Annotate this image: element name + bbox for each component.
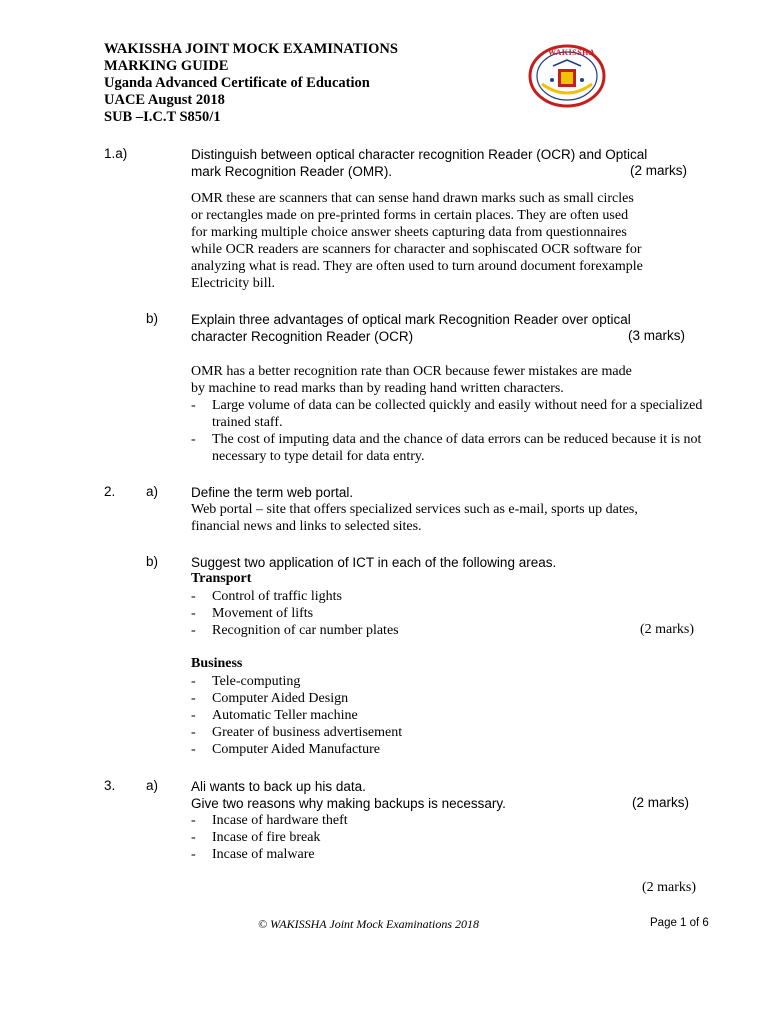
q1b-marks: (3 marks): [628, 328, 685, 343]
q2a-question: Define the term web portal.: [191, 485, 354, 500]
q2a-answer-line: financial news and links to selected sites.: [191, 519, 422, 534]
bullet-text: Computer Aided Manufacture: [212, 742, 380, 757]
bullet-text: Computer Aided Design: [212, 691, 349, 706]
bullet-dash: -: [191, 589, 196, 604]
q3-bullet-item: [191, 846, 706, 863]
bullet-dash: -: [191, 432, 196, 447]
bullet-dash: -: [191, 674, 196, 689]
bullet-dash: -: [191, 623, 196, 638]
q1a-marks: (2 marks): [630, 163, 687, 178]
bullet-text: Large volume of data can be collected quickly and easily without need for a specialized trained staff.: [212, 398, 703, 430]
q1b-bullet-item: [191, 431, 706, 465]
q3a-marks: (2 marks): [632, 795, 689, 810]
business-bullet-item: [191, 690, 706, 707]
business-bullet-item: [191, 673, 706, 690]
bullet-dash: -: [191, 725, 196, 740]
footer-copyright: © WAKISSHA Joint Mock Examinations 2018: [258, 917, 480, 931]
q1b-question-line-2: character Recognition Reader (OCR): [191, 329, 414, 344]
q1a-question-line-2: mark Recognition Reader (OMR).: [191, 164, 393, 179]
q3-bullet-item: [191, 812, 706, 829]
business-heading: Business: [191, 656, 243, 671]
bullet-text: Automatic Teller machine: [212, 708, 358, 723]
q2b-label: b): [146, 554, 159, 569]
q2b-question: Suggest two application of ICT in each of the following areas.: [191, 555, 557, 570]
q1-number: 1.a): [104, 146, 128, 161]
q3-number: 3.: [104, 778, 116, 793]
logo-text: WAKISSHA: [548, 48, 596, 57]
business-bullet-item: [191, 741, 706, 758]
bullet-text: Greater of business advertisement: [212, 725, 403, 740]
q3-bullet-item: [191, 829, 706, 846]
header-line-5: SUB –I.C.T S850/1: [104, 109, 221, 125]
header-line-4: UACE August 2018: [104, 92, 225, 108]
q1a-answer-line: OMR these are scanners that can sense hand drawn marks such as small circles: [191, 191, 634, 206]
q2a-label: a): [146, 484, 159, 499]
q1a-answer-line: or rectangles made on pre-printed forms in certain places. They are often used: [191, 208, 629, 223]
q3-end-marks: (2 marks): [642, 880, 697, 895]
q1b-label: b): [146, 311, 159, 326]
bullet-dash: -: [191, 830, 196, 845]
q1a-answer-line: analyzing what is read. They are often used to turn around document forexample: [191, 259, 643, 274]
wakissha-seal-icon: [528, 44, 606, 108]
transport-heading: Transport: [191, 571, 252, 586]
bullet-text: Control of traffic lights: [212, 589, 342, 604]
q1b-question-line-1: Explain three advantages of optical mark Recognition Reader over optical: [191, 312, 631, 327]
q3a-question-line-1: Ali wants to back up his data.: [191, 779, 366, 794]
q1a-answer-line: Electricity bill.: [191, 276, 275, 291]
bullet-dash: -: [191, 606, 196, 621]
bullet-text: Incase of fire break: [212, 830, 321, 845]
bullet-dash: -: [191, 813, 196, 828]
bullet-dash: -: [191, 742, 196, 757]
q2-number: 2.: [104, 484, 116, 499]
q1a-question-line-1: Distinguish between optical character recognition Reader (OCR) and Optical: [191, 147, 648, 162]
transport-marks: (2 marks): [640, 622, 695, 637]
q2a-answer-line: Web portal – site that offers specialized services such as e-mail, sports up dates,: [191, 502, 638, 517]
header-line-3: Uganda Advanced Certificate of Education: [104, 75, 370, 91]
q3a-question-line-2: Give two reasons why making backups is necessary.: [191, 796, 506, 811]
bullet-text: Incase of hardware theft: [212, 813, 348, 828]
bullet-dash: -: [191, 847, 196, 862]
q1b-answer-line: OMR has a better recognition rate than OCR because fewer mistakes are made: [191, 364, 632, 379]
business-bullet-item: [191, 724, 706, 741]
header-line-2: MARKING GUIDE: [104, 58, 229, 74]
bullet-text: The cost of imputing data and the chance of data errors can be reduced because it is not necessary to type detail for data entry.: [212, 432, 702, 464]
transport-bullet-item: [191, 605, 706, 622]
q1a-answer-line: for marking multiple choice answer sheets capturing data from questionnaires: [191, 225, 627, 240]
bullet-text: Recognition of car number plates: [212, 623, 399, 638]
bullet-dash: -: [191, 398, 196, 413]
bullet-text: Incase of malware: [212, 847, 315, 862]
q1a-answer-line: while OCR readers are scanners for character and sophiscated OCR software for: [191, 242, 642, 257]
q3a-label: a): [146, 778, 159, 793]
bullet-dash: -: [191, 708, 196, 723]
footer-page-number: Page 1 of 6: [650, 917, 709, 929]
bullet-dash: -: [191, 691, 196, 706]
header-line-1: WAKISSHA JOINT MOCK EXAMINATIONS: [104, 41, 398, 57]
transport-bullet-item: [191, 622, 706, 639]
q1b-bullet-item: [191, 397, 706, 431]
bullet-text: Tele-computing: [212, 674, 301, 689]
bullet-text: Movement of lifts: [212, 606, 314, 621]
business-bullet-item: [191, 707, 706, 724]
q1b-answer-line: by machine to read marks than by reading hand written characters.: [191, 381, 564, 396]
transport-bullet-item: [191, 588, 706, 605]
